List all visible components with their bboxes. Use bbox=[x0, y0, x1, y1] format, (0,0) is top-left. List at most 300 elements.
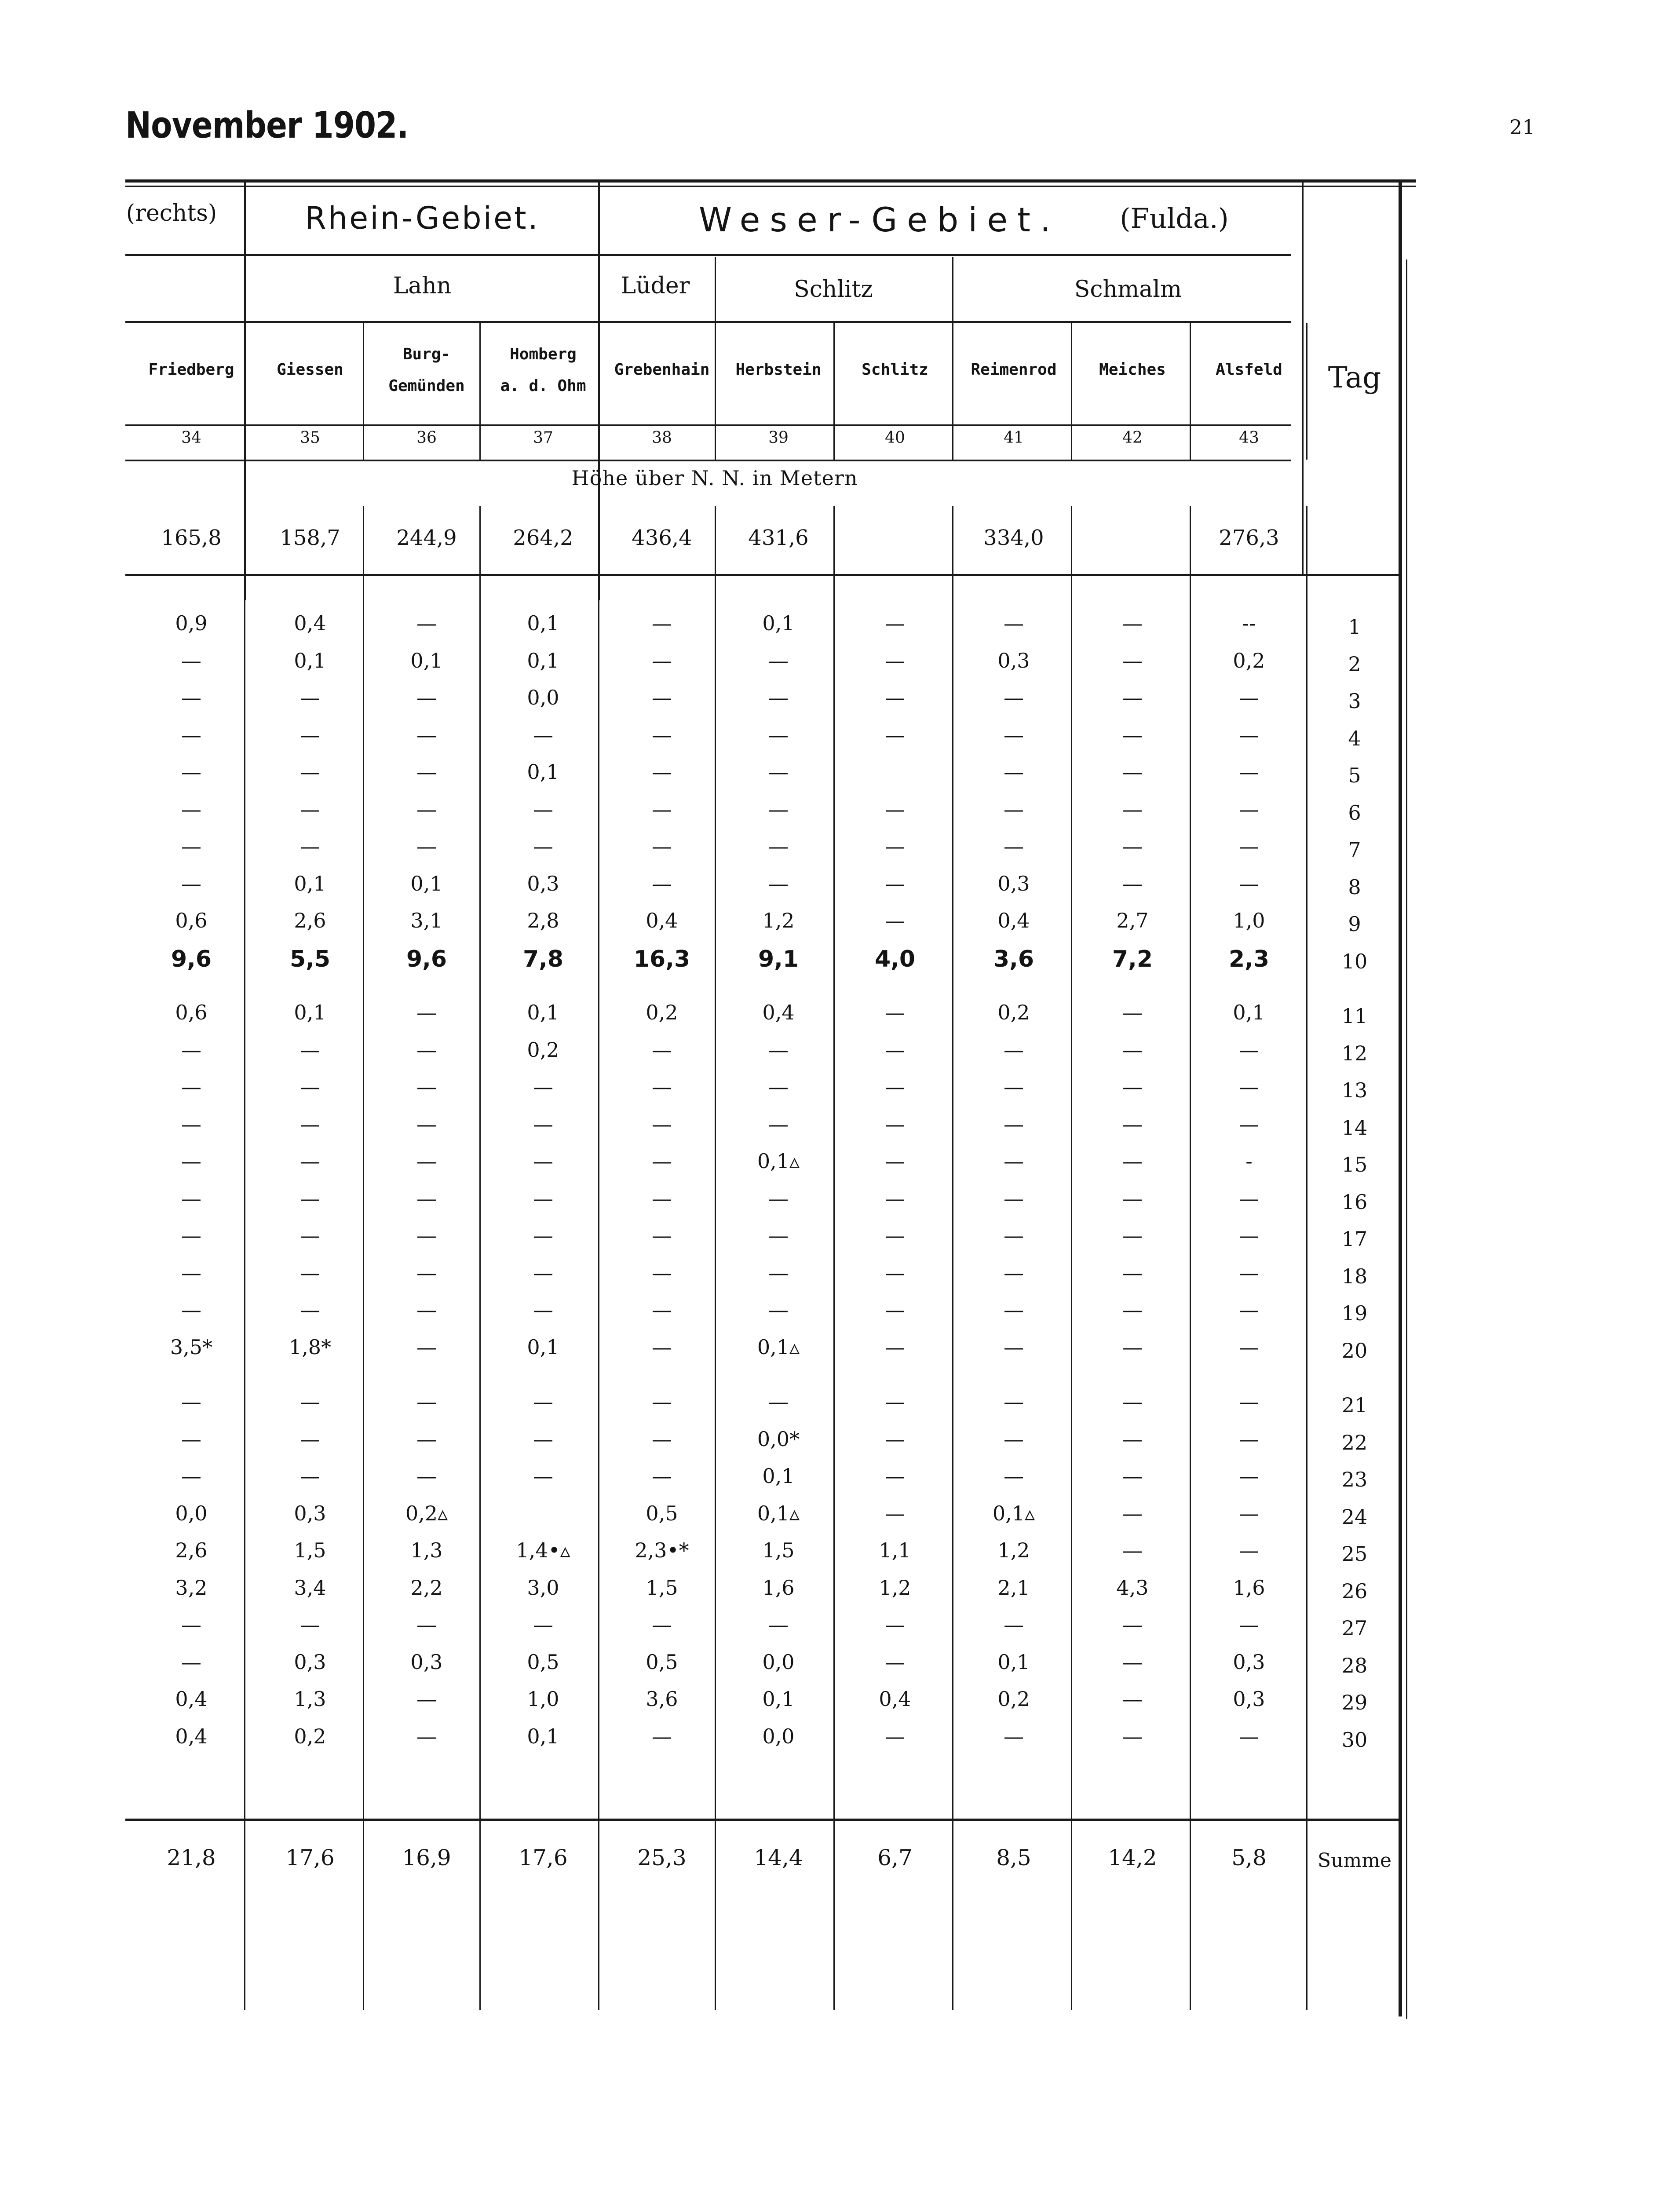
table-cell: — bbox=[1004, 1075, 1024, 1099]
table-cell: — bbox=[1122, 1187, 1143, 1210]
table-cell: 0,2 bbox=[997, 1001, 1030, 1024]
table-cell: — bbox=[181, 1390, 201, 1414]
col-divider bbox=[363, 576, 364, 1819]
header-weser-gebiet: Weser-Gebiet. bbox=[698, 200, 1061, 239]
table-cell: — bbox=[1239, 1224, 1259, 1247]
col-divider bbox=[952, 506, 953, 574]
table-cell: — bbox=[652, 611, 672, 635]
table-cell: — bbox=[885, 686, 905, 709]
col-divider bbox=[598, 323, 599, 460]
table-cell: 4,0 bbox=[874, 946, 916, 972]
table-cell: 0,1▵ bbox=[757, 1501, 800, 1525]
table-cell: — bbox=[1122, 1650, 1143, 1674]
table-cell: — bbox=[652, 1224, 672, 1247]
table-cell: — bbox=[652, 1390, 672, 1414]
table-cell: — bbox=[181, 686, 201, 709]
station-name: a. d. Ohm bbox=[500, 377, 586, 395]
table-cell: — bbox=[652, 723, 672, 747]
table-cell: — bbox=[885, 1427, 905, 1451]
station-height: 334,0 bbox=[983, 526, 1044, 550]
table-cell: — bbox=[885, 1335, 905, 1359]
day-number: 24 bbox=[1341, 1505, 1368, 1529]
table-cell: 1,4•▵ bbox=[516, 1538, 570, 1562]
table-cell: — bbox=[885, 1650, 905, 1674]
day-number: 20 bbox=[1341, 1339, 1368, 1363]
table-cell: 5,5 bbox=[289, 946, 331, 972]
day-number: 14 bbox=[1341, 1116, 1368, 1140]
table-cell: — bbox=[300, 797, 320, 821]
table-cell: 0,3 bbox=[410, 1650, 443, 1674]
table-cell: — bbox=[768, 649, 789, 672]
table-cell: — bbox=[300, 1038, 320, 1062]
table-cell: — bbox=[1004, 797, 1024, 821]
table-cell: — bbox=[652, 1112, 672, 1136]
day-number: 30 bbox=[1341, 1728, 1368, 1752]
table-cell: — bbox=[1122, 1075, 1143, 1099]
table-cell: 0,1 bbox=[294, 649, 326, 672]
table-cell: 0,2 bbox=[646, 1001, 678, 1024]
table-cell: 0,4 bbox=[997, 909, 1030, 932]
table-cell: — bbox=[1239, 1501, 1259, 1525]
table-cell: — bbox=[1004, 1427, 1024, 1451]
table-cell: — bbox=[416, 1187, 437, 1210]
table-cell: — bbox=[885, 834, 905, 858]
table-cell: 0,1▵ bbox=[757, 1335, 800, 1359]
col-divider bbox=[598, 1821, 599, 2010]
station-height: 431,6 bbox=[748, 526, 809, 550]
table-cell: — bbox=[1122, 611, 1143, 635]
table-cell: — bbox=[652, 872, 672, 895]
table-cell: — bbox=[1239, 1427, 1259, 1451]
table-cell: 0,5 bbox=[646, 1501, 678, 1525]
col-divider bbox=[1306, 323, 1307, 460]
station-name: Herbstein bbox=[735, 361, 822, 379]
rule-below-colnums bbox=[125, 460, 1291, 461]
table-cell: 9,6 bbox=[406, 946, 447, 972]
table-cell: 0,0* bbox=[757, 1427, 800, 1451]
station-name: Gemünden bbox=[388, 377, 465, 395]
col-divider bbox=[244, 323, 245, 460]
table-cell: — bbox=[652, 1038, 672, 1062]
col-divider bbox=[833, 323, 835, 460]
header-left-label: (rechts) bbox=[126, 200, 217, 226]
day-number: 9 bbox=[1348, 912, 1361, 936]
table-cell: 0,4 bbox=[646, 909, 678, 932]
table-cell: — bbox=[416, 1038, 437, 1062]
col-divider bbox=[1306, 1821, 1307, 2010]
table-cell: 0,1 bbox=[294, 1001, 326, 1024]
table-cell: — bbox=[533, 1390, 553, 1414]
table-cell: — bbox=[300, 834, 320, 858]
table-cell: 0,4 bbox=[879, 1687, 911, 1711]
table-cell: 0,1 bbox=[527, 649, 559, 672]
table-cell: — bbox=[1004, 1464, 1024, 1488]
table-cell: 0,3 bbox=[1233, 1650, 1265, 1674]
col-divider bbox=[833, 576, 835, 1819]
sum-cell: 6,7 bbox=[877, 1845, 913, 1870]
table-cell: 0,1 bbox=[997, 1650, 1030, 1674]
table-cell: — bbox=[1122, 1687, 1143, 1711]
sum-cell: 16,9 bbox=[402, 1845, 451, 1870]
table-cell: — bbox=[533, 1112, 553, 1136]
table-cell: 1,8* bbox=[289, 1335, 332, 1359]
sum-cell: 17,6 bbox=[519, 1845, 568, 1870]
day-number: 18 bbox=[1341, 1264, 1368, 1288]
table-cell: -- bbox=[1242, 611, 1256, 635]
table-cell: — bbox=[416, 1390, 437, 1414]
page-number: 21 bbox=[1509, 115, 1535, 139]
table-cell: — bbox=[768, 1075, 789, 1099]
table-cell: — bbox=[885, 1075, 905, 1099]
table-cell: — bbox=[1122, 834, 1143, 858]
vline-lueder bbox=[715, 257, 716, 323]
table-cell: — bbox=[1239, 1187, 1259, 1210]
sum-cell: 14,2 bbox=[1108, 1845, 1157, 1870]
table-cell: — bbox=[1122, 797, 1143, 821]
table-cell: 0,3 bbox=[294, 1650, 326, 1674]
table-cell: — bbox=[416, 1224, 437, 1247]
table-cell: — bbox=[885, 1390, 905, 1414]
table-cell: — bbox=[300, 1613, 320, 1636]
table-cell: — bbox=[181, 1149, 201, 1173]
table-cell: — bbox=[1122, 872, 1143, 895]
sum-cell: 8,5 bbox=[996, 1845, 1031, 1870]
table-cell: 1,6 bbox=[762, 1576, 795, 1600]
table-cell: 2,8 bbox=[527, 909, 559, 932]
day-number: 26 bbox=[1341, 1579, 1368, 1603]
col-divider bbox=[598, 506, 599, 574]
table-cell: — bbox=[1239, 872, 1259, 895]
table-cell: 3,6 bbox=[646, 1687, 678, 1711]
table-cell: — bbox=[416, 760, 437, 784]
table-cell: — bbox=[885, 1501, 905, 1525]
table-cell: — bbox=[885, 909, 905, 932]
table-cell: — bbox=[1239, 834, 1259, 858]
table-cell: — bbox=[768, 1038, 789, 1062]
station-height: 436,4 bbox=[632, 526, 692, 550]
table-cell: — bbox=[885, 1001, 905, 1024]
day-number: 4 bbox=[1348, 727, 1361, 750]
table-cell: — bbox=[1122, 1149, 1143, 1173]
day-number: 2 bbox=[1348, 652, 1361, 676]
day-number: 27 bbox=[1341, 1616, 1368, 1640]
table-cell: — bbox=[768, 1390, 789, 1414]
table-cell: 3,0 bbox=[527, 1576, 559, 1600]
day-number: 12 bbox=[1341, 1041, 1368, 1065]
table-cell: — bbox=[1239, 686, 1259, 709]
table-cell: — bbox=[652, 760, 672, 784]
table-cell: — bbox=[652, 1427, 672, 1451]
table-cell: 0,3 bbox=[527, 872, 559, 895]
table-cell: 0,3 bbox=[1233, 1687, 1265, 1711]
column-number: 38 bbox=[652, 429, 672, 447]
col-divider bbox=[952, 323, 953, 460]
table-cell: — bbox=[1239, 723, 1259, 747]
table-cell: — bbox=[300, 1224, 320, 1247]
table-cell: — bbox=[1004, 1112, 1024, 1136]
column-number: 39 bbox=[768, 429, 789, 447]
table-cell: 3,5* bbox=[170, 1335, 213, 1359]
col-divider bbox=[479, 506, 481, 574]
sum-cell: 5,8 bbox=[1231, 1845, 1267, 1870]
table-cell: — bbox=[181, 1038, 201, 1062]
col-divider bbox=[1071, 323, 1072, 460]
table-cell: — bbox=[1122, 1298, 1143, 1322]
table-cell: — bbox=[300, 1298, 320, 1322]
station-name: Schlitz bbox=[862, 361, 928, 379]
table-cell: — bbox=[768, 1298, 789, 1322]
table-cell: — bbox=[885, 1149, 905, 1173]
col-divider bbox=[1190, 576, 1191, 1819]
table-cell: — bbox=[533, 834, 553, 858]
day-number: 25 bbox=[1341, 1542, 1368, 1566]
table-cell: — bbox=[533, 1427, 553, 1451]
rule-below-hoehe bbox=[125, 574, 1401, 576]
station-name: Burg- bbox=[402, 345, 451, 363]
table-cell: — bbox=[885, 1224, 905, 1247]
rule-above-sums bbox=[125, 1819, 1401, 1821]
table-cell: — bbox=[1122, 1501, 1143, 1525]
table-cell: 0,1 bbox=[527, 1724, 559, 1748]
day-number: 16 bbox=[1341, 1190, 1368, 1214]
table-cell: — bbox=[652, 1298, 672, 1322]
table-cell: — bbox=[300, 760, 320, 784]
day-number: 23 bbox=[1341, 1468, 1368, 1491]
table-cell: 1,2 bbox=[879, 1576, 911, 1600]
table-cell: — bbox=[652, 1075, 672, 1099]
table-cell: — bbox=[1122, 760, 1143, 784]
table-cell: — bbox=[416, 1724, 437, 1748]
table-cell: — bbox=[416, 611, 437, 635]
col-divider bbox=[715, 1821, 716, 2010]
table-cell: 2,2 bbox=[410, 1576, 443, 1600]
table-cell: — bbox=[1239, 760, 1259, 784]
table-cell: — bbox=[885, 723, 905, 747]
table-cell: 0,1▵ bbox=[992, 1501, 1035, 1525]
col-divider bbox=[479, 576, 481, 1819]
table-cell: — bbox=[300, 1075, 320, 1099]
table-cell: — bbox=[533, 1075, 553, 1099]
col-divider bbox=[244, 576, 245, 1819]
table-cell: — bbox=[300, 723, 320, 747]
vline-right-frame bbox=[1302, 183, 1304, 574]
table-cell: 0,4 bbox=[762, 1001, 795, 1024]
vline-right-border-2 bbox=[1406, 259, 1407, 2019]
table-cell: — bbox=[533, 1464, 553, 1488]
col-divider bbox=[1190, 1821, 1191, 2010]
day-number: 13 bbox=[1341, 1078, 1368, 1102]
table-cell: — bbox=[416, 1427, 437, 1451]
table-cell: — bbox=[652, 834, 672, 858]
day-number: 28 bbox=[1341, 1654, 1368, 1677]
station-height: 165,8 bbox=[161, 526, 222, 550]
table-cell: 3,2 bbox=[175, 1576, 208, 1600]
table-cell: — bbox=[181, 1650, 201, 1674]
table-cell: 0,1 bbox=[1233, 1001, 1265, 1024]
river-lahn: Lahn bbox=[393, 273, 452, 299]
table-cell: 0,5 bbox=[646, 1650, 678, 1674]
summe-label: Summe bbox=[1318, 1849, 1391, 1872]
sum-cell: 17,6 bbox=[285, 1845, 335, 1870]
col-divider bbox=[1071, 576, 1072, 1819]
table-cell: — bbox=[416, 686, 437, 709]
table-cell: 2,6 bbox=[175, 1538, 208, 1562]
table-cell: — bbox=[1004, 686, 1024, 709]
table-cell: 0,2 bbox=[527, 1038, 559, 1062]
day-number: 5 bbox=[1348, 763, 1361, 787]
col-divider bbox=[363, 323, 364, 460]
table-cell: — bbox=[885, 1613, 905, 1636]
table-cell: — bbox=[885, 1261, 905, 1285]
table-cell: 0,3 bbox=[294, 1501, 326, 1525]
table-cell: — bbox=[652, 1724, 672, 1748]
col-divider bbox=[479, 323, 481, 460]
table-cell: — bbox=[885, 1464, 905, 1488]
river-schmalm: Schmalm bbox=[1074, 276, 1182, 303]
col-divider bbox=[952, 576, 953, 1819]
rule-below-stations bbox=[125, 424, 1291, 426]
table-cell: 0,0 bbox=[175, 1501, 208, 1525]
day-number: 8 bbox=[1348, 875, 1361, 899]
table-cell: 1,5 bbox=[762, 1538, 795, 1562]
table-cell: — bbox=[300, 1149, 320, 1173]
table-cell: — bbox=[1239, 1613, 1259, 1636]
table-cell: 1,5 bbox=[646, 1576, 678, 1600]
column-number: 37 bbox=[533, 429, 553, 447]
column-number: 34 bbox=[181, 429, 201, 447]
table-cell: 0,3 bbox=[997, 872, 1030, 895]
table-cell: — bbox=[652, 1149, 672, 1173]
col-divider bbox=[244, 1821, 245, 2010]
day-number: 17 bbox=[1341, 1227, 1368, 1251]
table-cell: — bbox=[1122, 1038, 1143, 1062]
table-cell: — bbox=[768, 760, 789, 784]
table-cell: — bbox=[1239, 1261, 1259, 1285]
header-rhein-gebiet: Rhein-Gebiet. bbox=[305, 200, 540, 236]
table-cell: — bbox=[652, 1187, 672, 1210]
table-cell: — bbox=[1122, 686, 1143, 709]
table-cell: — bbox=[533, 797, 553, 821]
rule-below-rivers bbox=[125, 321, 1291, 323]
table-cell: — bbox=[1122, 1001, 1143, 1024]
table-cell: 0,1 bbox=[410, 649, 443, 672]
col-divider bbox=[715, 576, 716, 1819]
table-cell: 4,3 bbox=[1116, 1576, 1149, 1600]
station-name: Giessen bbox=[277, 361, 343, 379]
table-cell: — bbox=[768, 1112, 789, 1136]
table-cell: — bbox=[300, 1112, 320, 1136]
table-cell: — bbox=[1122, 649, 1143, 672]
table-cell: — bbox=[1004, 1335, 1024, 1359]
table-cell: — bbox=[768, 723, 789, 747]
table-cell: — bbox=[1239, 1298, 1259, 1322]
table-cell: 16,3 bbox=[633, 946, 690, 972]
table-cell: — bbox=[533, 723, 553, 747]
station-name: Friedberg bbox=[148, 361, 234, 379]
column-number: 43 bbox=[1239, 429, 1259, 447]
table-cell: — bbox=[181, 1187, 201, 1210]
sum-cell: 21,8 bbox=[167, 1845, 216, 1870]
col-divider bbox=[715, 323, 716, 460]
table-cell: — bbox=[181, 872, 201, 895]
table-cell: — bbox=[181, 1298, 201, 1322]
col-divider bbox=[1071, 1821, 1072, 2010]
table-cell: — bbox=[652, 1464, 672, 1488]
table-cell: 0,2▵ bbox=[405, 1501, 448, 1525]
table-cell: — bbox=[1122, 1613, 1143, 1636]
table-cell: — bbox=[1004, 834, 1024, 858]
table-cell: 0,1 bbox=[762, 1464, 795, 1488]
table-cell: — bbox=[652, 649, 672, 672]
table-cell: 1,0 bbox=[527, 1687, 559, 1711]
station-name: Meiches bbox=[1099, 361, 1166, 379]
col-divider bbox=[363, 1821, 364, 2010]
vline-schlitz bbox=[952, 257, 953, 323]
table-cell: — bbox=[181, 1464, 201, 1488]
table-cell: — bbox=[416, 1075, 437, 1099]
station-name: Reimenrod bbox=[971, 361, 1057, 379]
table-cell: — bbox=[416, 1335, 437, 1359]
table-cell: 0,1 bbox=[294, 872, 326, 895]
station-height: 158,7 bbox=[280, 526, 340, 550]
table-cell: 2,1 bbox=[997, 1576, 1030, 1600]
table-cell: 3,1 bbox=[410, 909, 443, 932]
col-divider bbox=[244, 506, 245, 574]
table-cell: — bbox=[768, 797, 789, 821]
col-divider bbox=[598, 576, 599, 1819]
table-cell: 9,1 bbox=[758, 946, 799, 972]
rule-below-gebiet bbox=[125, 254, 1291, 256]
day-number: 3 bbox=[1348, 689, 1361, 713]
table-cell: — bbox=[885, 1187, 905, 1210]
sum-cell: 25,3 bbox=[637, 1845, 687, 1870]
table-cell: 2,3•* bbox=[635, 1538, 689, 1562]
table-cell: — bbox=[1122, 1335, 1143, 1359]
table-cell: — bbox=[885, 1298, 905, 1322]
column-number: 40 bbox=[885, 429, 905, 447]
station-name: Homberg bbox=[510, 345, 577, 363]
table-cell: — bbox=[652, 1335, 672, 1359]
table-cell: — bbox=[652, 686, 672, 709]
col-divider bbox=[1306, 576, 1307, 1819]
table-cell: 0,0 bbox=[527, 686, 559, 709]
col-divider bbox=[1190, 323, 1191, 460]
table-cell: 1,3 bbox=[410, 1538, 443, 1562]
col-divider bbox=[363, 506, 364, 574]
table-cell: — bbox=[300, 686, 320, 709]
table-cell: — bbox=[1004, 760, 1024, 784]
table-cell: — bbox=[181, 649, 201, 672]
column-number: 35 bbox=[300, 429, 320, 447]
table-cell: — bbox=[1239, 1464, 1259, 1488]
table-cell: — bbox=[768, 1224, 789, 1247]
table-cell: 0,1 bbox=[527, 611, 559, 635]
table-cell: — bbox=[885, 1112, 905, 1136]
table-cell: — bbox=[885, 1724, 905, 1748]
col-divider bbox=[1071, 506, 1072, 574]
col-divider bbox=[715, 506, 716, 574]
hoehe-label: Höhe über N. N. in Metern bbox=[571, 466, 858, 490]
table-cell: — bbox=[533, 1261, 553, 1285]
station-height: 276,3 bbox=[1219, 526, 1279, 550]
table-cell: — bbox=[1122, 1538, 1143, 1562]
table-cell: — bbox=[300, 1390, 320, 1414]
table-cell: — bbox=[1122, 1724, 1143, 1748]
table-cell: — bbox=[885, 1038, 905, 1062]
table-cell: 1,3 bbox=[294, 1687, 326, 1711]
table-cell: — bbox=[181, 797, 201, 821]
table-cell: — bbox=[1239, 1724, 1259, 1748]
